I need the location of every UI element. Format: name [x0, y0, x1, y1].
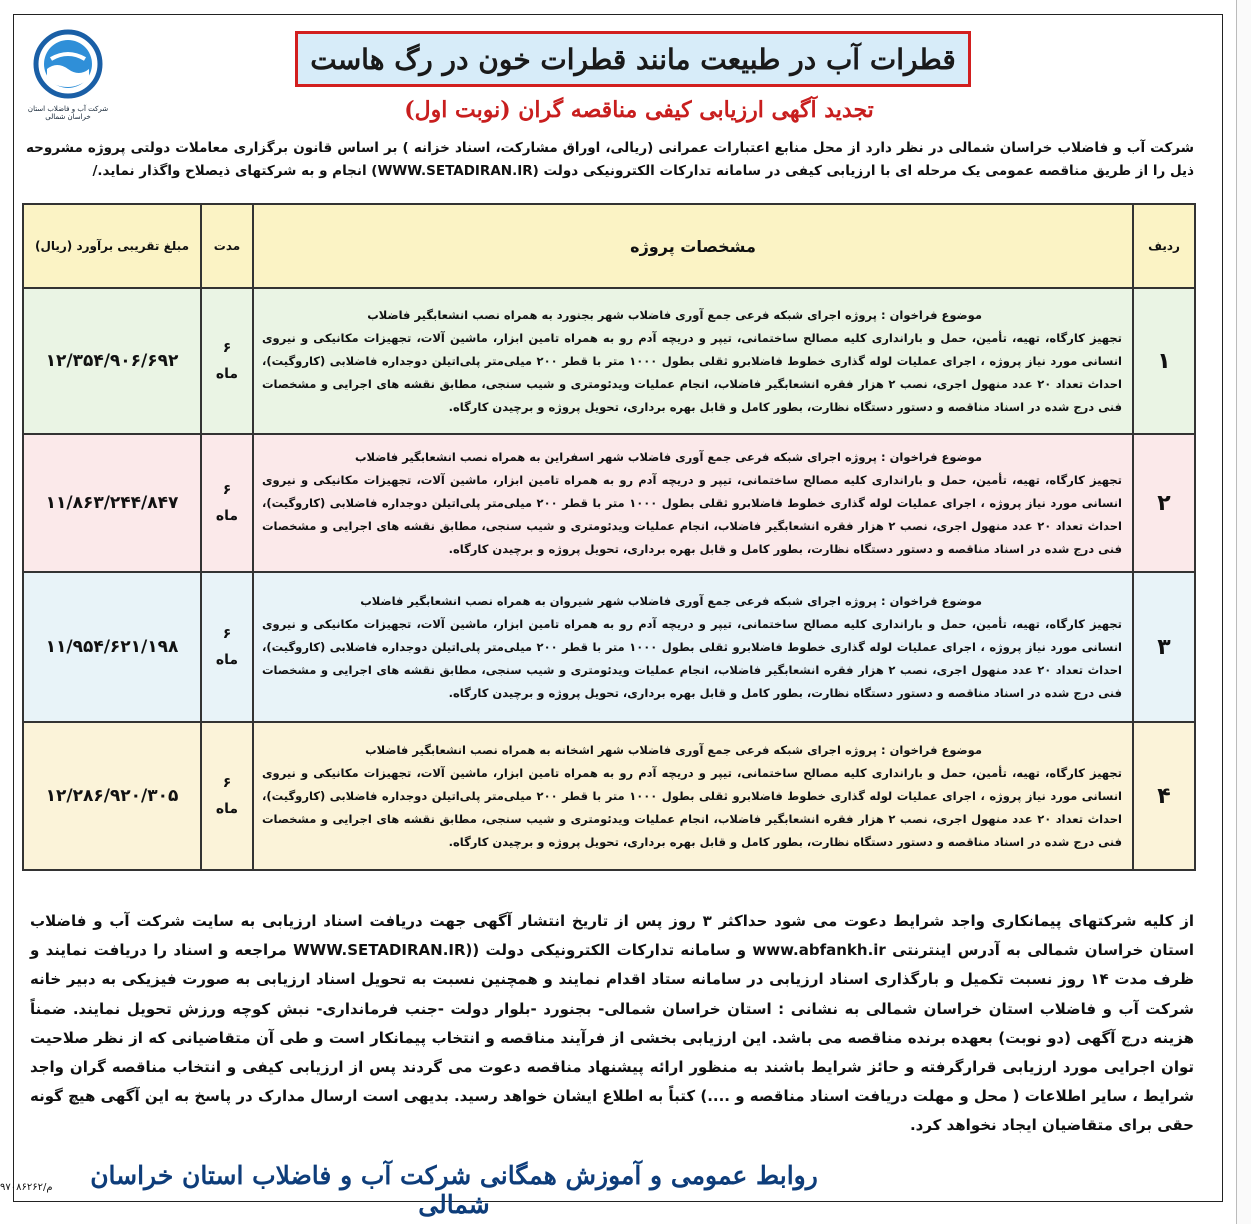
spec-body: تجهیز کارگاه، تهیه، تأمین، حمل و بارانداری کلیه مصالح ساختمانی، تیپر و دریچه آدم رو به همراه تامین ابزار، ماشین آلات، تجهیزات مکانیکی و نیروی انسانی مورد نیاز پروژه ، اجرای عملیات لوله گذاری خطوط فاضلابرو ثقلی بطول ۱۰۰۰ متر با قطر ۲۰۰ میلی‌متر پلی‌اتیلن دوجداره فاضلابی (کاروگیت)، احداث تعداد ۲۰ عدد منهول اجری، نصب ۲ هزار فقره انشعابگیر فاضلاب، انجام عملیات ویدئومتری و شیب سنجی، مطابق نقشه های اجرایی و مشخصات فنی درج شده در اسناد مناقصه و دستور دستگاه نظارت، بطور کامل و قابل بهره برداری، تحویل پروژه و برچیدن کارگاه. — [262, 330, 1122, 414]
duration-cell — [201, 722, 253, 870]
spec-title: موضوع فراخوان : پروژه اجرای شبکه فرعی جمع آوری فاضلاب شهر بجنورد به همراه نصب انشعابگیر فاضلاب — [367, 307, 982, 322]
row-number: ۴ — [1133, 722, 1195, 870]
estimated-amount: ۱۱/۸۶۳/۲۴۴/۸۴۷ — [23, 434, 201, 572]
duration-unit: ماه — [215, 801, 239, 817]
duration-unit: ماه — [215, 366, 239, 382]
spec-title: موضوع فراخوان : پروژه اجرای شبکه فرعی جمع آوری فاضلاب شهر اشخانه به همراه نصب انشعابگیر فاضلاب — [365, 742, 982, 757]
slogan-text: قطرات آب در طبیعت مانند قطرات خون در رگ هاست — [310, 42, 956, 76]
spec-title: موضوع فراخوان : پروژه اجرای شبکه فرعی جمع آوری فاضلاب شهر اسفراین به همراه نصب انشعابگیر فاضلاب — [354, 449, 982, 464]
advertisement-page — [13, 14, 1223, 1219]
header-duration: مدت — [201, 204, 253, 288]
header-row-number: ردیف — [1133, 204, 1195, 288]
project-spec — [253, 572, 1133, 722]
project-spec — [253, 434, 1133, 572]
intro-paragraph: شرکت آب و فاضلاب خراسان شمالی در نظر دارد از محل منابع اعتبارات عمرانی (ریالی، اوراق مشارکت، اسناد خزانه ) بر اساس قانون برگزاری معاملات دولتی پروژه مشروحه ذیل را از طریق مناقصه عمومی یک مرحله ای با ارزیابی کیفی در سامانه تدارکات الکترونیکی دولت (WWW.SETADIRAN.IR) انجام و به شرکتهای ذیصلاح واگذار نماید./ — [26, 140, 1194, 179]
header-estimated-amount: مبلغ تقریبی برآورد (ریال) — [23, 204, 201, 288]
duration-unit: ماه — [215, 508, 239, 524]
table-header-row — [23, 204, 1195, 288]
duration-cell — [201, 288, 253, 434]
duration-value: ۶ — [222, 626, 232, 642]
page-edge-strip — [1236, 0, 1251, 1224]
duration-value: ۶ — [222, 340, 232, 356]
reference-number: م/۹۷۰۸۶۲۶۲ — [0, 1182, 53, 1193]
spec-body: تجهیز کارگاه، تهیه، تأمین، حمل و بارانداری کلیه مصالح ساختمانی، تیپر و دریچه آدم رو به همراه تامین ابزار، ماشین آلات، تجهیزات مکانیکی و نیروی انسانی مورد نیاز پروژه ، اجرای عملیات لوله گذاری خطوط فاضلابرو ثقلی بطول ۱۰۰۰ متر با قطر ۲۰۰ میلی‌متر پلی‌اتیلن دوجداره فاضلابی (کاروگیت)، احداث تعداد ۲۰ عدد منهول اجری، نصب ۲ هزار فقره انشعابگیر فاضلاب، انجام عملیات ویدئومتری و شیب سنجی، مطابق نقشه های اجرایی و مشخصات فنی درج شده در اسناد مناقصه و دستور دستگاه نظارت، بطور کامل و قابل بهره برداری، تحویل پروژه و برچیدن کارگاه. — [262, 765, 1122, 849]
estimated-amount: ۱۲/۲۸۶/۹۲۰/۳۰۵ — [23, 722, 201, 870]
estimated-amount: ۱۲/۳۵۴/۹۰۶/۶۹۲ — [23, 288, 201, 434]
row-number: ۳ — [1133, 572, 1195, 722]
row-number: ۱ — [1133, 288, 1195, 434]
logo-caption: شرکت آب و فاضلاب استان خراسان شمالی — [27, 105, 109, 121]
invitation-paragraph: از کلیه شرکتهای پیمانکاری واجد شرایط دعوت می شود حداکثر ۳ روز پس از تاریخ انتشار آگهی جهت دریافت اسناد ارزیابی به سایت شرکت آب و فاضلاب استان خراسان شمالی به آدرس اینترنتی www.abfankh.ir و سامانه تدارکات الکترونیکی دولت ((WWW.SETADIRAN.IR مراجعه و اسناد را دریافت نمایند و ظرف مدت ۱۴ روز نسبت تکمیل و بارگذاری اسناد ارزیابی در سامانه ستاد اقدام نمایند و همچنین نسبت به تحویل اسناد ارزیابی به صورت فیزیکی به دبیر خانه شرکت آب و فاضلاب استان خراسان شمالی به نشانی : استان خراسان شمالی- بجنورد -بلوار دولت -جنب فرمانداری- نبش کوچه ورزش تحویل نمایند. ضمناً هزینه درج آگهی (دو نوبت) بعهده برنده مناقصه می باشد. این ارزیابی بخشی از فرآیند مناقصه و انتخاب پیمانکار است و طی آن متقاضیانی که از نظر صلاحیت توان اجرایی مورد ارزیابی قرارگرفته و حائز شرایط باشند به منظور ارائه پیشنهاد مناقصه دعوت می گردند پس از ارزیابی کیفی و انتخاب مناقصه گران واجد شرایط ، سایر اطلاعات ( محل و مهلت دریافت اسناد مناقصه و ....) کتباً به اطلاع ایشان خواهد رسید. بدیهی است ارسال مدارک در پاسخ به این آگهی هیچ گونه حقی برای متقاضیان ایجاد نخواهد کرد. — [30, 912, 1195, 1135]
duration-cell — [201, 434, 253, 572]
spec-body: تجهیز کارگاه، تهیه، تأمین، حمل و بارانداری کلیه مصالح ساختمانی، تیپر و دریچه آدم رو به همراه تامین ابزار، ماشین آلات، تجهیزات مکانیکی و نیروی انسانی مورد نیاز پروژه ، اجرای عملیات لوله گذاری خطوط فاضلابرو ثقلی بطول ۱۰۰۰ متر با قطر ۲۰۰ میلی‌متر پلی‌اتیلن دوجداره فاضلابی (کاروگیت)، احداث تعداد ۲۰ عدد منهول اجری، نصب ۲ هزار فقره انشعابگیر فاضلاب، انجام عملیات ویدئومتری و شیب سنجی، مطابق نقشه های اجرایی و مشخصات فنی درج شده در اسناد مناقصه و دستور دستگاه نظارت، بطور کامل و قابل بهره برداری، تحویل پروژه و برچیدن کارگاه. — [262, 616, 1122, 700]
spec-body: تجهیز کارگاه، تهیه، تأمین، حمل و بارانداری کلیه مصالح ساختمانی، تیپر و دریچه آدم رو به همراه تامین ابزار، ماشین آلات، تجهیزات مکانیکی و نیروی انسانی مورد نیاز پروژه ، اجرای عملیات لوله گذاری خطوط فاضلابرو ثقلی بطول ۱۰۰۰ متر با قطر ۲۰۰ میلی‌متر پلی‌اتیلن دوجداره فاضلابی (کاروگیت)، احداث تعداد ۲۰ عدد منهول اجری، نصب ۲ هزار فقره انشعابگیر فاضلاب، انجام عملیات ویدئومتری و شیب سنجی، مطابق نقشه های اجرایی و مشخصات فنی درج شده در اسناد مناقصه و دستور دستگاه نظارت، بطور کامل و قابل بهره برداری، تحویل پروژه و برچیدن کارگاه. — [262, 472, 1122, 556]
signature-line: روابط عمومی و آموزش همگانی شرکت آب و فاضلاب استان خراسان شمالی — [90, 1161, 818, 1219]
project-spec — [253, 288, 1133, 434]
table-row — [23, 288, 1195, 434]
header-project-spec: مشخصات پروژه — [253, 204, 1133, 288]
duration-unit: ماه — [215, 652, 239, 668]
spec-title: موضوع فراخوان : پروژه اجرای شبکه فرعی جمع آوری فاضلاب شهر شیروان به همراه نصب انشعابگیر فاضلاب — [360, 593, 982, 608]
table-row — [23, 722, 1195, 870]
table-row — [23, 572, 1195, 722]
table-row — [23, 434, 1195, 572]
company-logo — [22, 29, 114, 125]
slogan-box — [295, 31, 971, 87]
project-spec — [253, 722, 1133, 870]
duration-cell — [201, 572, 253, 722]
duration-value: ۶ — [222, 775, 232, 791]
duration-value: ۶ — [222, 482, 232, 498]
page-title: تجدید آگهی ارزیابی کیفی مناقصه گران (نوبت اول) — [404, 97, 874, 123]
row-number: ۲ — [1133, 434, 1195, 572]
projects-table — [22, 203, 1196, 871]
estimated-amount: ۱۱/۹۵۴/۶۲۱/۱۹۸ — [23, 572, 201, 722]
water-drop-logo-icon — [33, 29, 103, 99]
